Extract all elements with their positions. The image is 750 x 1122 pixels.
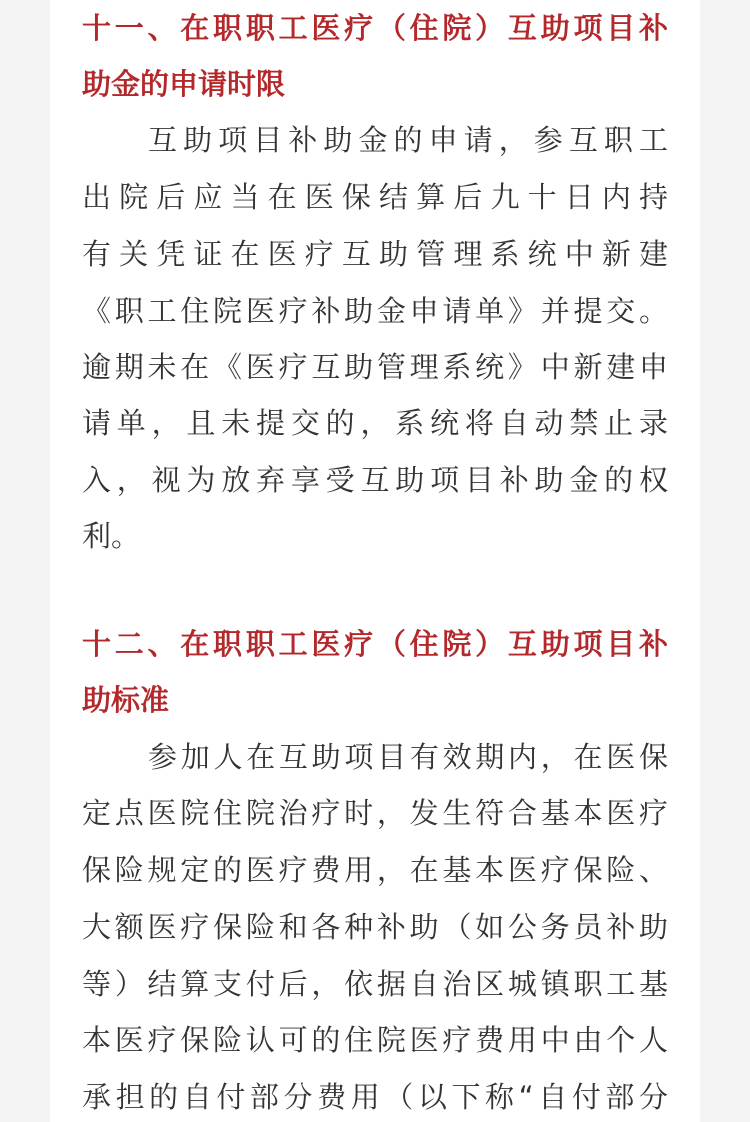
paragraph-line: 有关凭证在医疗互助管理系统中新建 xyxy=(82,237,668,271)
heading-line: 十二、在职职工医疗（住院）互助项目补 xyxy=(82,627,668,661)
paragraph-line: 等）结算支付后，依据自治区城镇职工基 xyxy=(82,967,668,1001)
paragraph-line: 逾期未在《医疗互助管理系统》中新建申 xyxy=(82,350,668,384)
paragraph-line: 互助项目补助金的申请，参互职工 xyxy=(148,123,668,157)
paragraph-line: 出院后应当在医保结算后九十日内持 xyxy=(82,180,668,214)
paragraph-line: 本医疗保险认可的住院医疗费用中由个人 xyxy=(82,1023,668,1057)
paragraph-line: 大额医疗保险和各种补助（如公务员补助 xyxy=(82,910,668,944)
paragraph-line: 利。 xyxy=(82,519,141,553)
paragraph-line: 入，视为放弃享受互助项目补助金的权 xyxy=(82,463,668,497)
heading-line: 助金的申请时限 xyxy=(82,67,286,101)
paragraph-line: 保险规定的医疗费用，在基本医疗保险、 xyxy=(82,853,668,887)
heading-line: 十一、在职职工医疗（住院）互助项目补 xyxy=(82,11,668,45)
paragraph-line: 承担的自付部分费用（以下称“自付部分 xyxy=(82,1080,668,1114)
heading-line: 助标准 xyxy=(82,683,170,717)
paragraph-line: 参加人在互助项目有效期内，在医保 xyxy=(148,740,668,774)
paragraph-line: 请单，且未提交的，系统将自动禁止录 xyxy=(82,406,668,440)
article-panel xyxy=(50,0,700,1122)
paragraph-line: 定点医院住院治疗时，发生符合基本医疗 xyxy=(82,796,668,830)
paragraph-line: 《职工住院医疗补助金申请单》并提交。 xyxy=(82,294,668,328)
